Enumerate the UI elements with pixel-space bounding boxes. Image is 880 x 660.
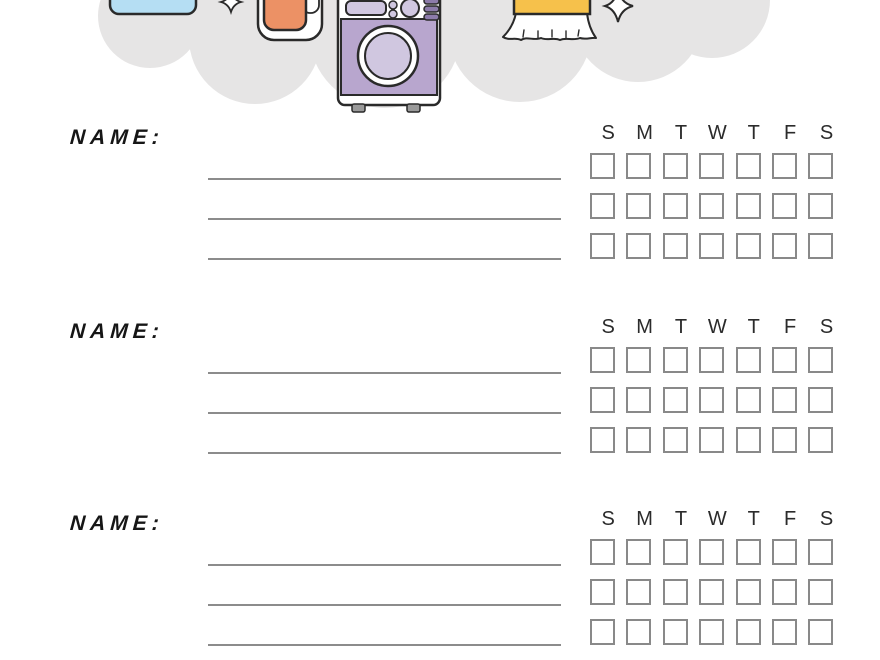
member-section-3 <box>0 506 880 660</box>
day-checkbox[interactable] <box>626 619 651 645</box>
name-label: NAME: <box>69 126 165 149</box>
day-checkbox[interactable] <box>808 193 833 219</box>
day-checkbox[interactable] <box>736 619 761 645</box>
day-checkbox[interactable] <box>590 539 615 565</box>
day-checkbox[interactable] <box>736 233 761 259</box>
day-header-row <box>590 122 845 145</box>
day-checkbox[interactable] <box>626 193 651 219</box>
member-section-1 <box>0 120 880 290</box>
day-header-4: T <box>747 316 760 338</box>
day-checkbox[interactable] <box>590 579 615 605</box>
day-header-5: F <box>784 508 797 530</box>
day-checkbox[interactable] <box>699 619 724 645</box>
day-checkbox[interactable] <box>590 153 615 179</box>
day-header-5: F <box>784 122 797 144</box>
day-checkbox[interactable] <box>699 153 724 179</box>
day-checkbox[interactable] <box>808 427 833 453</box>
checkbox-grid <box>590 539 833 645</box>
washing-machine-icon <box>338 0 440 112</box>
day-checkbox[interactable] <box>699 579 724 605</box>
day-checkbox[interactable] <box>772 427 797 453</box>
day-checkbox[interactable] <box>590 619 615 645</box>
day-checkbox[interactable] <box>626 387 651 413</box>
day-checkbox[interactable] <box>626 539 651 565</box>
checkbox-grid <box>590 153 833 259</box>
day-header-6: S <box>819 122 834 144</box>
task-line[interactable] <box>208 644 561 646</box>
broom-icon <box>503 0 596 40</box>
day-checkbox[interactable] <box>808 347 833 373</box>
day-header-3: W <box>707 316 727 338</box>
day-header-5: F <box>784 316 797 338</box>
day-checkbox[interactable] <box>736 193 761 219</box>
task-line[interactable] <box>208 564 561 566</box>
day-checkbox[interactable] <box>590 387 615 413</box>
day-checkbox[interactable] <box>772 153 797 179</box>
day-checkbox[interactable] <box>663 233 688 259</box>
member-section-2 <box>0 314 880 484</box>
day-checkbox[interactable] <box>699 233 724 259</box>
day-header-6: S <box>819 316 834 338</box>
day-checkbox[interactable] <box>590 347 615 373</box>
day-checkbox[interactable] <box>808 387 833 413</box>
day-header-row <box>590 508 845 531</box>
day-checkbox[interactable] <box>772 579 797 605</box>
day-header-0: S <box>601 316 615 338</box>
day-header-4: T <box>747 122 760 144</box>
day-checkbox[interactable] <box>699 539 724 565</box>
task-line[interactable] <box>208 452 561 454</box>
day-checkbox[interactable] <box>736 579 761 605</box>
checkbox-grid <box>590 347 833 453</box>
name-label: NAME: <box>69 320 165 343</box>
day-checkbox[interactable] <box>663 619 688 645</box>
day-checkbox[interactable] <box>626 427 651 453</box>
day-header-0: S <box>601 122 615 144</box>
day-checkbox[interactable] <box>699 427 724 453</box>
day-header-4: T <box>747 508 760 530</box>
day-header-1: M <box>636 122 653 144</box>
day-header-0: S <box>601 508 615 530</box>
day-checkbox[interactable] <box>736 153 761 179</box>
day-checkbox[interactable] <box>736 539 761 565</box>
day-checkbox[interactable] <box>808 579 833 605</box>
day-checkbox[interactable] <box>772 619 797 645</box>
day-checkbox[interactable] <box>663 427 688 453</box>
day-header-1: M <box>636 316 653 338</box>
day-checkbox[interactable] <box>772 387 797 413</box>
day-checkbox[interactable] <box>772 347 797 373</box>
task-line[interactable] <box>208 218 561 220</box>
day-checkbox[interactable] <box>808 619 833 645</box>
day-checkbox[interactable] <box>626 153 651 179</box>
day-checkbox[interactable] <box>663 193 688 219</box>
task-line[interactable] <box>208 178 561 180</box>
day-header-2: T <box>674 508 688 530</box>
day-checkbox[interactable] <box>590 233 615 259</box>
day-checkbox[interactable] <box>772 539 797 565</box>
day-checkbox[interactable] <box>626 347 651 373</box>
day-header-6: S <box>819 508 834 530</box>
name-label: NAME: <box>69 512 165 535</box>
day-checkbox[interactable] <box>663 579 688 605</box>
day-checkbox[interactable] <box>590 193 615 219</box>
sponge-icon <box>110 0 196 14</box>
day-checkbox[interactable] <box>699 347 724 373</box>
day-header-row <box>590 316 845 339</box>
day-checkbox[interactable] <box>590 427 615 453</box>
day-checkbox[interactable] <box>808 539 833 565</box>
task-line[interactable] <box>208 258 561 260</box>
soap-dish-icon <box>258 0 322 40</box>
day-checkbox[interactable] <box>808 233 833 259</box>
day-header-1: M <box>636 508 653 530</box>
header-illustration <box>0 0 880 116</box>
day-header-2: T <box>674 316 688 338</box>
task-line[interactable] <box>208 604 561 606</box>
day-checkbox[interactable] <box>663 539 688 565</box>
day-checkbox[interactable] <box>626 579 651 605</box>
task-line[interactable] <box>208 372 561 374</box>
day-checkbox[interactable] <box>736 347 761 373</box>
day-checkbox[interactable] <box>808 153 833 179</box>
day-checkbox[interactable] <box>663 387 688 413</box>
day-checkbox[interactable] <box>626 233 651 259</box>
day-header-2: T <box>674 122 688 144</box>
day-header-3: W <box>707 122 727 144</box>
day-checkbox[interactable] <box>663 153 688 179</box>
day-checkbox[interactable] <box>772 233 797 259</box>
day-checkbox[interactable] <box>699 387 724 413</box>
day-checkbox[interactable] <box>699 193 724 219</box>
day-checkbox[interactable] <box>736 387 761 413</box>
task-line[interactable] <box>208 412 561 414</box>
day-checkbox[interactable] <box>736 427 761 453</box>
day-checkbox[interactable] <box>663 347 688 373</box>
day-checkbox[interactable] <box>772 193 797 219</box>
day-header-3: W <box>707 508 727 530</box>
